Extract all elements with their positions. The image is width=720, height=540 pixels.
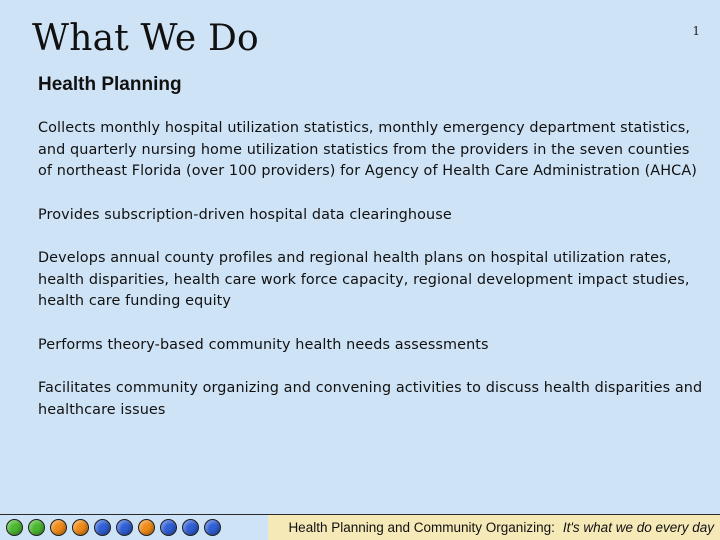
bullet-item: Collects monthly hospital utilization statistics, monthly emergency department statistics, and quarterly nursing home utilization statistics from the providers in the seven counties of northeast Florida (over 100 providers) for Agency of Health Care Administration (AHCA) xyxy=(38,120,697,179)
orange-dot-icon xyxy=(72,519,89,536)
slide-title: What We Do xyxy=(32,18,259,59)
orange-dot-icon xyxy=(138,519,155,536)
footer-tagline: It's what we do every day xyxy=(562,520,714,535)
bullet-item: Provides subscription-driven hospital data clearinghouse xyxy=(38,206,452,223)
blue-dot-icon xyxy=(204,519,221,536)
bullet-item: Develops annual county profiles and regional health plans on hospital utilization rates, health disparities, health care work force capacity, regional development impact studies, health care funding equity xyxy=(38,250,690,309)
footer-banner xyxy=(268,515,720,540)
footer-bar xyxy=(0,514,720,540)
footer-program: Health Planning and Community Organizing: xyxy=(288,520,555,535)
section-heading: Health Planning xyxy=(38,74,182,95)
bullet-item: Facilitates community organizing and convening activities to discuss health disparities and healthcare issues xyxy=(38,380,703,418)
green-dot-icon xyxy=(6,519,23,536)
bullet-list xyxy=(38,118,703,421)
green-dot-icon xyxy=(28,519,45,536)
decorative-dots xyxy=(0,515,268,540)
blue-dot-icon xyxy=(94,519,111,536)
blue-dot-icon xyxy=(116,519,133,536)
page-number: 1 xyxy=(692,24,700,38)
blue-dot-icon xyxy=(160,519,177,536)
blue-dot-icon xyxy=(182,519,199,536)
bullet-item: Performs theory-based community health needs assessments xyxy=(38,336,489,353)
orange-dot-icon xyxy=(50,519,67,536)
